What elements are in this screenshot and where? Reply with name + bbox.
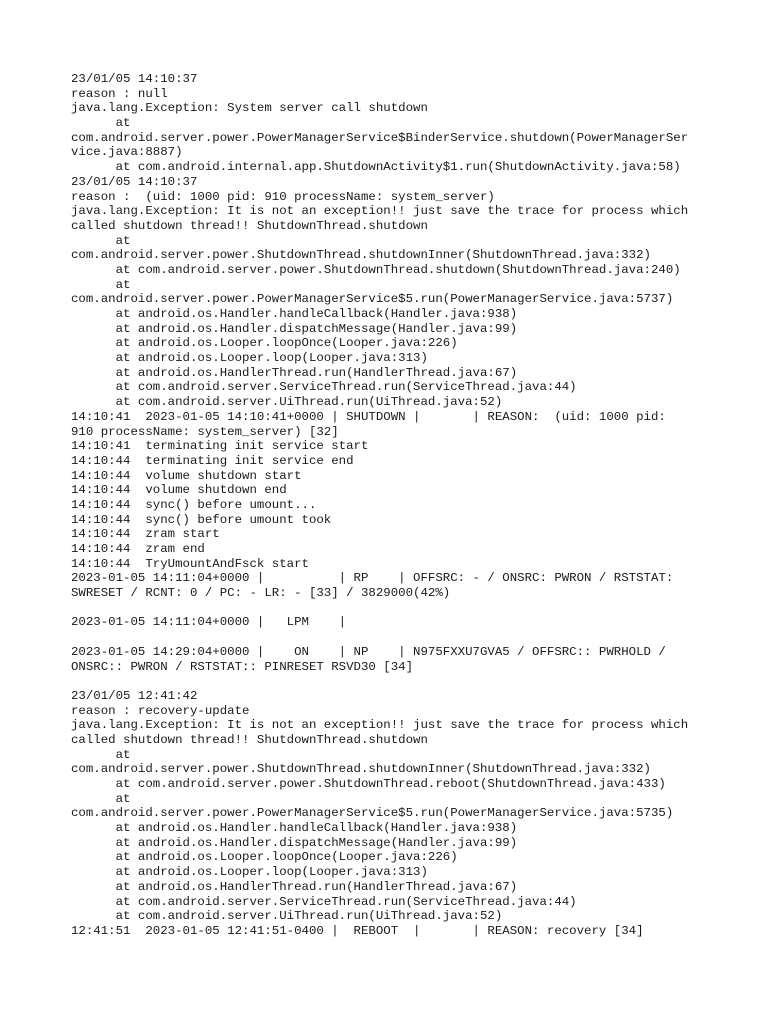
log-line: at android.os.Handler.dispatchMessage(Handler.java:99) xyxy=(71,321,518,336)
log-line: at android.os.Handler.handleCallback(Handler.java:938) xyxy=(71,821,518,836)
log-line: 14:10:44 TryUmountAndFsck start xyxy=(71,556,309,571)
blank-line xyxy=(71,674,711,689)
log-line: at android.os.Looper.loopOnce(Looper.java:226) xyxy=(71,850,458,865)
log-line: 14:10:44 zram start xyxy=(71,527,220,542)
log-line: com.android.server.power.ShutdownThread.shutdownInner(ShutdownThread.java:332) xyxy=(71,248,651,263)
log-line: 14:10:44 volume shutdown start xyxy=(71,468,302,483)
blank-line xyxy=(71,630,711,645)
log-line: 14:10:44 terminating init service end xyxy=(71,453,354,468)
shutdown-log-text xyxy=(71,72,711,939)
log-line: 2023-01-05 14:11:04+0000 | | RP | OFFSRC: - / ONSRC: PWRON / RSTSTAT: xyxy=(71,571,674,586)
log-line: at xyxy=(71,747,131,762)
log-line: java.lang.Exception: System server call shutdown xyxy=(71,101,428,116)
log-line: at android.os.HandlerThread.run(HandlerThread.java:67) xyxy=(71,879,518,894)
log-line: at xyxy=(71,116,131,131)
log-line: called shutdown thread!! ShutdownThread.shutdown xyxy=(71,732,428,747)
log-line: at android.os.Looper.loop(Looper.java:313) xyxy=(71,865,428,880)
log-line: at com.android.server.UiThread.run(UiThread.java:52) xyxy=(71,909,503,924)
log-line: com.android.server.power.PowerManagerService$BinderService.shutdown(PowerManagerSer xyxy=(71,130,689,145)
log-line: 14:10:41 2023-01-05 14:10:41+0000 | SHUTDOWN | | REASON: (uid: 1000 pid: xyxy=(71,409,666,424)
log-line: ONSRC:: PWRON / RSTSTAT:: PINRESET RSVD30 [34] xyxy=(71,659,414,674)
log-line: com.android.server.power.PowerManagerService$5.run(PowerManagerService.java:5737) xyxy=(71,292,674,307)
log-line: called shutdown thread!! ShutdownThread.shutdown xyxy=(71,218,428,233)
log-line: 23/01/05 12:41:42 xyxy=(71,688,198,703)
log-line: at android.os.Looper.loopOnce(Looper.java:226) xyxy=(71,336,458,351)
log-line: at xyxy=(71,233,131,248)
log-line: reason : null xyxy=(71,86,168,101)
log-line: 12:41:51 2023-01-05 12:41:51-0400 | REBOOT | | REASON: recovery [34] xyxy=(71,923,644,938)
log-line: at com.android.server.power.ShutdownThread.shutdown(ShutdownThread.java:240) xyxy=(71,262,681,277)
log-line: com.android.server.power.ShutdownThread.shutdownInner(ShutdownThread.java:332) xyxy=(71,762,651,777)
log-line: com.android.server.power.PowerManagerService$5.run(PowerManagerService.java:5735) xyxy=(71,806,674,821)
log-line: 23/01/05 14:10:37 xyxy=(71,174,198,189)
log-line: at com.android.server.UiThread.run(UiThread.java:52) xyxy=(71,395,503,410)
log-line: 2023-01-05 14:29:04+0000 | ON | NP | N975FXXU7GVA5 / OFFSRC:: PWRHOLD / xyxy=(71,644,666,659)
log-line: at xyxy=(71,791,131,806)
log-line: 14:10:41 terminating init service start xyxy=(71,439,369,454)
log-line: at android.os.Handler.handleCallback(Handler.java:938) xyxy=(71,307,518,321)
log-line: java.lang.Exception: It is not an exception!! just save the trace for process which xyxy=(71,204,689,219)
log-line: 14:10:44 sync() before umount took xyxy=(71,512,332,527)
log-line: at com.android.server.ServiceThread.run(ServiceThread.java:44) xyxy=(71,894,577,909)
log-line: 14:10:44 sync() before umount... xyxy=(71,497,317,512)
log-line: at com.android.server.ServiceThread.run(ServiceThread.java:44) xyxy=(71,380,577,395)
log-line: 910 processName: system_server) [32] xyxy=(71,424,339,439)
log-line: 23/01/05 14:10:37 xyxy=(71,72,198,86)
log-line: at android.os.Looper.loop(Looper.java:313) xyxy=(71,351,428,366)
log-line: at com.android.internal.app.ShutdownActivity$1.run(ShutdownActivity.java:58) xyxy=(71,160,681,175)
log-line: 14:10:44 volume shutdown end xyxy=(71,483,287,498)
log-line: reason : recovery-update xyxy=(71,703,250,718)
log-line: vice.java:8887) xyxy=(71,145,183,160)
log-line: 14:10:44 zram end xyxy=(71,542,205,556)
log-line: at com.android.server.power.ShutdownThread.reboot(ShutdownThread.java:433) xyxy=(71,777,666,791)
log-line: at android.os.Handler.dispatchMessage(Handler.java:99) xyxy=(71,835,518,850)
blank-line xyxy=(71,601,711,616)
log-line: 2023-01-05 14:11:04+0000 | LPM | xyxy=(71,615,347,630)
log-line: at xyxy=(71,277,131,292)
log-line: java.lang.Exception: It is not an exception!! just save the trace for process which xyxy=(71,718,689,733)
log-line: reason : (uid: 1000 pid: 910 processName: system_server) xyxy=(71,189,495,204)
log-line: at android.os.HandlerThread.run(HandlerThread.java:67) xyxy=(71,365,518,380)
log-line: SWRESET / RCNT: 0 / PC: - LR: - [33] / 3829000(42%) xyxy=(71,586,451,601)
